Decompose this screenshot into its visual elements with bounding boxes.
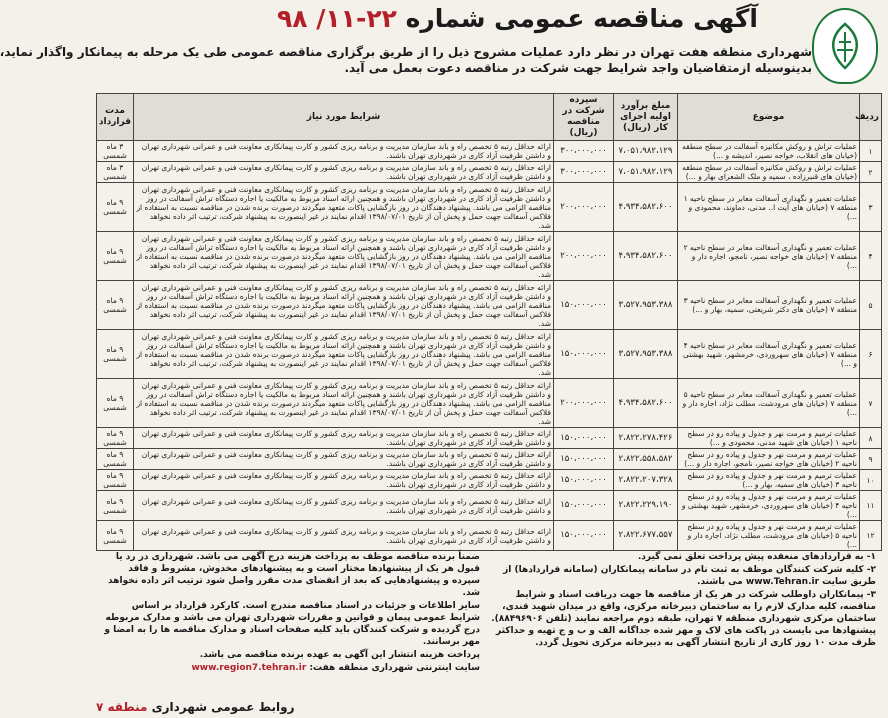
- amount-cell: [614, 521, 678, 551]
- duration-cell-text: ۹ ماه شمسی: [103, 198, 127, 216]
- public-relations-signature: [96, 700, 295, 714]
- deposit-cell-text: ۲۰۰،۰۰۰،۰۰۰: [560, 250, 607, 261]
- conditions-cell-text: ارائه حداقل رتبه ۵ تخصص راه و باند سازمان مدیریت و برنامه ریزی کشور و کارت پیمانکاری معاونت فنی و عمرانی شهرداری تهران و داشتن ظرفیت آزاد کاری در شهرداری تهران باشند.: [141, 142, 551, 160]
- deposit-cell: [554, 521, 614, 551]
- subject-cell: [678, 162, 860, 183]
- row-number-cell: [860, 183, 882, 232]
- header-amount: مبلغ برآورد اولیه اجرای کار (ریال): [614, 94, 678, 141]
- tender-table: [96, 93, 882, 551]
- subject-cell-text: عملیات ترمیم و مرمت نهر و جدول و پیاده رو در سطح ناحیه ۴ (خیابان های سهروردی، خرمشهر، شهید بهشتی و ...): [681, 492, 857, 519]
- amount-cell-text: ۴،۹۳۴،۵۸۲،۶۰۰: [618, 201, 673, 212]
- row-number-cell: [860, 491, 882, 521]
- table-row: [97, 428, 882, 449]
- signature-prefix: روابط عمومی شهرداری: [151, 700, 295, 714]
- intro-line-1: شهرداری منطقه هفت تهران در نظر دارد عملیات مشروح ذیل را از طریق برگزاری مناقصه عمومی طی یک مرحله به پیمانکار واگذار نماید،: [0, 45, 812, 59]
- subject-cell: [678, 470, 860, 491]
- amount-cell: [614, 183, 678, 232]
- row-number-cell: [860, 449, 882, 470]
- duration-cell: [97, 183, 134, 232]
- deposit-cell: [554, 470, 614, 491]
- duration-cell: [97, 330, 134, 379]
- notes-section: [100, 551, 876, 711]
- amount-cell: [614, 330, 678, 379]
- duration-cell: [97, 491, 134, 521]
- conditions-cell: [134, 521, 554, 551]
- table-row: [97, 232, 882, 281]
- duration-cell-text: ۹ ماه شمسی: [103, 496, 127, 515]
- deposit-cell: [554, 162, 614, 183]
- subject-cell: [678, 281, 860, 330]
- duration-cell: [97, 162, 134, 183]
- duration-cell: [97, 232, 134, 281]
- subject-cell-text: عملیات تعمیر و نگهداری آسفالت معابر در سطح ناحیه ۳ منطقه ۷ (خیابان های دکتر شریعتی، سمیه، بهار و ...): [683, 296, 857, 314]
- amount-cell-text: ۴،۹۳۴،۵۸۲،۶۰۰: [618, 397, 673, 408]
- row-number-cell: [860, 428, 882, 449]
- deposit-cell-text: ۱۵۰،۰۰۰،۰۰۰: [560, 474, 607, 485]
- subject-cell: [678, 232, 860, 281]
- deposit-cell-text: ۱۵۰،۰۰۰،۰۰۰: [560, 453, 607, 464]
- subject-cell-text: عملیات تعمیر و نگهداری آسفالت معابر در سطح ناحیه ۲ منطقه ۷ (خیابان های خواجه نصیر، نامجو، اجاره دار و ...): [683, 242, 857, 270]
- duration-cell: [97, 521, 134, 551]
- amount-cell-text: ۴،۹۳۴،۵۸۲،۶۰۰: [618, 250, 673, 261]
- table-row: [97, 521, 882, 551]
- duration-cell-text: ۹ ماه شمسی: [103, 345, 127, 363]
- row-number-cell-text: ۹: [868, 454, 873, 464]
- duration-cell-text: ۹ ماه شمسی: [103, 296, 127, 314]
- conditions-cell-text: ارائه حداقل رتبه ۵ تخصص راه و باند سازمان مدیریت و برنامه ریزی کشور و کارت پیمانکاری معاونت فنی و عمرانی شهرداری تهران و داشتن ظرفیت آزاد کاری در شهرداری تهران باشند و همچنین ارائه اسناد مربوط به مالکیت یا اجاره دستگاه تراش آسفالت در روز مناقصه الزامی می باشد. پیشنهاد دهندگان در روز بازگشایی پاکات متعهد میگردند درصورت برنده شدن در مناقصه نسبت به استفاده از فلاکس آسفالت جهت حمل و پخش آن از تاریخ ۱۳۹۸/۰۷/۰۱ اقدام نمایند در غیر اینصورت به پیشنهاد شرکت، ترتیب اثر داده نخواهد شد.: [136, 184, 551, 230]
- deposit-cell: [554, 232, 614, 281]
- row-number-cell-text: ۸: [868, 433, 873, 443]
- conditions-cell-text: ارائه حداقل رتبه ۵ تخصص راه و باند سازمان مدیریت و برنامه ریزی کشور و کارت پیمانکاری معاونت فنی و عمرانی شهرداری تهران و داشتن ظرفیت آزاد کاری در شهرداری تهران باشند.: [141, 526, 551, 545]
- deposit-cell: [554, 491, 614, 521]
- subject-cell-text: عملیات تراش و روکش مکانیزه آسفالت در سطح منطقه (خیابان های انقلاب، خواجه نصیر، اندیشه و ...): [682, 142, 857, 160]
- row-number-cell: [860, 330, 882, 379]
- deposit-cell-text: ۱۵۰،۰۰۰،۰۰۰: [560, 299, 607, 310]
- subject-cell-text: عملیات ترمیم و مرمت نهر و جدول و پیاده رو در سطح ناحیه ۳ (خیابان های سمیه، بهار و ...): [687, 471, 857, 489]
- deposit-cell-text: ۱۵۰،۰۰۰،۰۰۰: [560, 348, 607, 359]
- amount-cell-text: ۷،۰۵۱،۹۸۲،۱۲۹: [618, 166, 673, 177]
- header-duration: مدت قرارداد: [97, 94, 134, 141]
- site-label: سایت اینترنتی شهرداری منطقه هفت:: [309, 663, 480, 673]
- table-row: [97, 141, 882, 162]
- note-6: پرداخت هزینه انتشار این آگهی به عهده برنده مناقصه می باشد.: [199, 650, 480, 660]
- subject-cell: [678, 379, 860, 428]
- amount-cell-text: ۷،۰۵۱،۹۸۲،۱۲۹: [618, 145, 673, 156]
- header-deposit: سپرده شرکت در مناقصه (ریال): [554, 94, 614, 141]
- duration-cell: [97, 470, 134, 491]
- deposit-cell-text: ۳۰۰،۰۰۰،۰۰۰: [560, 166, 607, 177]
- title-number: ۲۲-۱۱/ ۹۸: [277, 4, 397, 33]
- deposit-cell: [554, 141, 614, 162]
- notes-right-column: [491, 551, 876, 650]
- subject-cell: [678, 141, 860, 162]
- duration-cell-text: ۹ ماه شمسی: [103, 394, 127, 412]
- duration-cell: [97, 428, 134, 449]
- deposit-cell-text: ۲۰۰،۰۰۰،۰۰۰: [560, 397, 607, 408]
- conditions-cell: [134, 162, 554, 183]
- deposit-cell-text: ۱۵۰،۰۰۰،۰۰۰: [560, 530, 607, 540]
- header-subject: موضوع: [678, 94, 860, 141]
- conditions-cell-text: ارائه حداقل رتبه ۵ تخصص راه و باند سازمان مدیریت و برنامه ریزی کشور و کارت پیمانکاری معاونت فنی و عمرانی شهرداری تهران و داشتن ظرفیت آزاد کاری در شهرداری تهران باشند.: [141, 496, 551, 515]
- note-1: ۱- به قراردادهای منعقده پیش پرداخت تعلق نمی گیرد.: [637, 552, 876, 562]
- conditions-cell-text: ارائه حداقل رتبه ۵ تخصص راه و باند سازمان مدیریت و برنامه ریزی کشور و کارت پیمانکاری معاونت فنی و عمرانی شهرداری تهران و داشتن ظرفیت آزاد کاری در شهرداری تهران باشند.: [141, 429, 551, 447]
- deposit-cell: [554, 183, 614, 232]
- conditions-cell: [134, 281, 554, 330]
- subject-cell-text: عملیات ترمیم و مرمت نهر و جدول و پیاده رو در سطح ناحیه ۲ (خیابان های خواجه نصیر، نامجو، اجاره دار و ...): [684, 450, 857, 468]
- signature-accent: منطقه ۷: [96, 700, 148, 714]
- duration-cell: [97, 379, 134, 428]
- amount-cell: [614, 162, 678, 183]
- deposit-cell-text: ۱۵۰،۰۰۰،۰۰۰: [560, 500, 607, 510]
- subject-cell-text: عملیات تعمیر و نگهداری آسفالت معابر در سطح ناحیه ۴ منطقه ۷ (خیابان های سهروردی، خرمشهر، شهید بهشتی و ...): [682, 340, 857, 368]
- subject-cell: [678, 428, 860, 449]
- conditions-cell: [134, 449, 554, 470]
- amount-cell-text: ۲،۸۲۲،۲۷۸،۴۲۶: [618, 432, 673, 443]
- amount-cell-text: ۲،۸۲۲،۶۷۷،۵۵۷: [618, 530, 673, 540]
- row-number-cell-text: ۱: [868, 146, 873, 156]
- intro-line-2: بدینوسیله ازمتقاضیان واجد شرایط جهت شرکت در مناقصه دعوت بعمل می آید.: [344, 61, 812, 75]
- site-line: [100, 662, 480, 674]
- duration-cell-text: ۹ ماه شمسی: [103, 247, 127, 265]
- table-row: [97, 162, 882, 183]
- row-number-cell-text: ۵: [868, 300, 873, 310]
- deposit-cell: [554, 330, 614, 379]
- conditions-cell: [134, 330, 554, 379]
- deposit-cell: [554, 428, 614, 449]
- row-number-cell: [860, 162, 882, 183]
- amount-cell-text: ۲،۸۲۲،۲۲۹،۱۹۰: [618, 500, 673, 510]
- subject-cell: [678, 330, 860, 379]
- deposit-cell: [554, 379, 614, 428]
- subject-cell: [678, 449, 860, 470]
- amount-cell: [614, 141, 678, 162]
- conditions-cell-text: ارائه حداقل رتبه ۵ تخصص راه و باند سازمان مدیریت و برنامه ریزی کشور و کارت پیمانکاری معاونت فنی و عمرانی شهرداری تهران و داشتن ظرفیت آزاد کاری در شهرداری تهران باشند و همچنین ارائه اسناد مربوط به مالکیت یا اجاره دستگاه تراش آسفالت در روز مناقصه الزامی می باشد. پیشنهاد دهندگان در روز بازگشایی پاکات متعهد میگردند درصورت برنده شدن در مناقصه نسبت به استفاده از فلاکس آسفالت جهت حمل و پخش آن از تاریخ ۱۳۹۸/۰۷/۰۱ اقدام نمایند در غیر اینصورت به پیشنهاد شرکت، ترتیب اثر داده نخواهد شد.: [136, 331, 551, 377]
- announcement-title: [278, 4, 758, 33]
- conditions-cell: [134, 379, 554, 428]
- duration-cell-text: ۳ ماه شمسی: [103, 142, 127, 160]
- row-number-cell: [860, 141, 882, 162]
- notes-left-column: [100, 551, 480, 675]
- row-number-cell-text: ۷: [868, 398, 873, 408]
- subject-cell-text: عملیات تراش و روکش مکانیزه آسفالت در سطح منطقه (خیابان های قنبرزاده ، سمیه و ملک الشعرای بهار و ...): [682, 163, 857, 181]
- row-number-cell-text: ۲: [868, 167, 873, 177]
- announcement-header: [0, 0, 888, 95]
- duration-cell-text: ۹ ماه شمسی: [103, 429, 127, 447]
- conditions-cell: [134, 428, 554, 449]
- conditions-cell-text: ارائه حداقل رتبه ۵ تخصص راه و باند سازمان مدیریت و برنامه ریزی کشور و کارت پیمانکاری معاونت فنی و عمرانی شهرداری تهران و داشتن ظرفیت آزاد کاری در شهرداری تهران باشند.: [141, 471, 551, 489]
- tehran-municipality-logo: [812, 8, 878, 84]
- table-row: [97, 449, 882, 470]
- subject-cell: [678, 183, 860, 232]
- table-row: [97, 183, 882, 232]
- conditions-cell-text: ارائه حداقل رتبه ۵ تخصص راه و باند سازمان مدیریت و برنامه ریزی کشور و کارت پیمانکاری معاونت فنی و عمرانی شهرداری تهران و داشتن ظرفیت آزاد کاری در شهرداری تهران باشند و همچنین ارائه اسناد مربوط به مالکیت یا اجاره دستگاه تراش آسفالت در روز مناقصه الزامی می باشد. پیشنهاد دهندگان در روز بازگشایی پاکات متعهد میگردند درصورت برنده شدن در مناقصه نسبت به استفاده از فلاکس آسفالت جهت حمل و پخش آن از تاریخ ۱۳۹۸/۰۷/۰۱ اقدام نمایند در غیر اینصورت به پیشنهاد شرکت، ترتیب اثر داده نخواهد شد.: [136, 233, 551, 279]
- conditions-cell: [134, 141, 554, 162]
- row-number-cell: [860, 470, 882, 491]
- amount-cell: [614, 428, 678, 449]
- table-row: [97, 330, 882, 379]
- duration-cell: [97, 141, 134, 162]
- row-number-cell-text: ۱۱: [866, 501, 875, 510]
- header-row-number: ردیف: [860, 94, 882, 141]
- conditions-cell: [134, 470, 554, 491]
- subject-cell-text: عملیات تعمیر و نگهداری آسفالت معابر در سطح ناحیه ۵ منطقه ۷ (خیابان های مرودشت، مطلب نژاد، اجاره دار و ...): [682, 389, 857, 417]
- conditions-cell: [134, 491, 554, 521]
- site-link[interactable]: www.region7.tehran.ir: [191, 663, 307, 673]
- amount-cell-text: ۳،۵۲۷،۹۵۳،۳۸۸: [618, 348, 673, 359]
- deposit-cell-text: ۳۰۰،۰۰۰،۰۰۰: [560, 145, 607, 156]
- row-number-cell-text: ۱۰: [866, 475, 875, 485]
- row-number-cell: [860, 521, 882, 551]
- duration-cell-text: ۹ ماه شمسی: [103, 450, 127, 468]
- amount-cell-text: ۳،۵۲۷،۹۵۳،۳۸۸: [618, 299, 673, 310]
- duration-cell-text: ۹ ماه شمسی: [103, 471, 127, 489]
- row-number-cell-text: ۳: [868, 202, 873, 212]
- subject-cell-text: عملیات تعمیر و نگهداری آسفالت معابر در سطح ناحیه ۱ منطقه ۷ (خیابان های آیت ا.. مدنی، دماوند، محمودی و ...): [683, 193, 857, 221]
- row-number-cell: [860, 281, 882, 330]
- note-4: ضمناً برنده مناقصه موظف به پرداخت هزینه درج آگهی می باشد. شهرداری در رد یا قبول هر یک از پیشنهادها مختار است و به پیشنهادهای مخدوش، مشروط و فاقد سپرده و پیشنهادهایی که بعد از انقضای مدت مقرر واصل شود ترتیب اثر داده نخواهد شد.: [108, 552, 480, 598]
- row-number-cell-text: ۶: [868, 349, 873, 359]
- row-number-cell: [860, 379, 882, 428]
- deposit-cell: [554, 281, 614, 330]
- subject-cell: [678, 491, 860, 521]
- table-row: [97, 491, 882, 521]
- conditions-cell-text: ارائه حداقل رتبه ۵ تخصص راه و باند سازمان مدیریت و برنامه ریزی کشور و کارت پیمانکاری معاونت فنی و عمرانی شهرداری تهران و داشتن ظرفیت آزاد کاری در شهرداری تهران باشند و همچنین ارائه اسناد مربوط به مالکیت یا اجاره دستگاه تراش آسفالت در روز مناقصه الزامی می باشد. پیشنهاد دهندگان در روز بازگشایی پاکات متعهد میگردند درصورت برنده شدن در مناقصه نسبت به استفاده از فلاکس آسفالت جهت حمل و پخش آن از تاریخ ۱۳۹۸/۰۷/۰۱ اقدام نمایند در غیر اینصورت به پیشنهاد شرکت، ترتیب اثر داده نخواهد شد.: [136, 380, 551, 426]
- note-2: ۲- کلیه شرکت کنندگان موظف به ثبت نام در سامانه پیمانکاران (سامانه قراردادها) از طریق سایت www.Tehran.ir می باشند.: [503, 565, 876, 587]
- subject-cell-text: عملیات ترمیم و مرمت نهر و جدول و پیاده رو در سطح ناحیه ۵ (خیابان های مرودشت، مطلب نژاد، اجاره دار و ...): [687, 522, 857, 549]
- amount-cell: [614, 470, 678, 491]
- conditions-cell-text: ارائه حداقل رتبه ۵ تخصص راه و باند سازمان مدیریت و برنامه ریزی کشور و کارت پیمانکاری معاونت فنی و عمرانی شهرداری تهران و داشتن ظرفیت آزاد کاری در شهرداری تهران باشند.: [141, 450, 551, 468]
- table-row: [97, 281, 882, 330]
- amount-cell: [614, 379, 678, 428]
- table-header-row: [97, 94, 882, 141]
- duration-cell-text: ۳ ماه شمسی: [103, 163, 127, 181]
- duration-cell: [97, 449, 134, 470]
- deposit-cell: [554, 449, 614, 470]
- row-number-cell-text: ۴: [868, 251, 873, 261]
- title-prefix: آگهی مناقصه عمومی شماره: [405, 4, 758, 33]
- deposit-cell-text: ۱۵۰،۰۰۰،۰۰۰: [560, 432, 607, 443]
- amount-cell: [614, 449, 678, 470]
- amount-cell-text: ۲،۸۲۲،۲۰۷،۳۲۸: [618, 474, 673, 485]
- subject-cell: [678, 521, 860, 551]
- note-5: سایر اطلاعات و جزئیات در اسناد مناقصه مندرج است. کارکرد قرارداد بر اساس شرایط عمومی پیمان و قوانین و مقررات شهرداری تهران می باشد و مدارک مربوطه درج گردیده و شرکت کنندگان باید کلیه صفحات اسناد و مدارک مناقصه ها را به امضا و مهر برسانند.: [104, 601, 480, 647]
- conditions-cell: [134, 232, 554, 281]
- duration-cell-text: ۹ ماه شمسی: [103, 526, 127, 545]
- note-3: ۳- پیمانکاران داوطلب شرکت در هر یک از مناقصه ها جهت دریافت اسناد و شرایط مناقصه، کلیه مدارک لازم را به ساختمان دبیرخانه مرکزی، واقع در میدان شهید قندی، ساختمان مرکزی شهرداری منطقه ۷ تهران، طبقه دوم مراجعه نمایند (تلفن ۸۸۴۹۶۹۰۶). پیشنهادها می بایست در پاکت های لاک و مهر شده جداگانه الف و ب و ج تهیه و حداکثر ظرف مدت ۱۰ روز کاری از تاریخ انتشار آگهی به دبیرخانه مرکزی تحویل گردد.: [491, 590, 876, 648]
- amount-cell: [614, 491, 678, 521]
- duration-cell: [97, 281, 134, 330]
- conditions-cell: [134, 183, 554, 232]
- amount-cell: [614, 281, 678, 330]
- table-row: [97, 470, 882, 491]
- amount-cell: [614, 232, 678, 281]
- table-row: [97, 379, 882, 428]
- row-number-cell: [860, 232, 882, 281]
- conditions-cell-text: ارائه حداقل رتبه ۵ تخصص راه و باند سازمان مدیریت و برنامه ریزی کشور و کارت پیمانکاری معاونت فنی و عمرانی شهرداری تهران و داشتن ظرفیت آزاد کاری در شهرداری تهران باشند و همچنین ارائه اسناد مربوط به مالکیت یا اجاره دستگاه تراش آسفالت در روز مناقصه الزامی می باشد. پیشنهاد دهندگان در روز بازگشایی پاکات متعهد میگردند درصورت برنده شدن در مناقصه نسبت به استفاده از فلاکس آسفالت جهت حمل و پخش آن از تاریخ ۱۳۹۸/۰۷/۰۱ اقدام نمایند در غیر اینصورت به پیشنهاد شرکت، ترتیب اثر داده نخواهد شد.: [136, 282, 551, 328]
- amount-cell-text: ۲،۸۲۲،۵۵۸،۵۸۲: [618, 453, 673, 464]
- deposit-cell-text: ۲۰۰،۰۰۰،۰۰۰: [560, 201, 607, 212]
- conditions-cell-text: ارائه حداقل رتبه ۵ تخصص راه و باند سازمان مدیریت و برنامه ریزی کشور و کارت پیمانکاری معاونت فنی و عمرانی شهرداری تهران و داشتن ظرفیت آزاد کاری در شهرداری تهران باشند.: [141, 163, 551, 181]
- subject-cell-text: عملیات ترمیم و مرمت نهر و جدول و پیاده رو در سطح ناحیه ۱ (خیابان های شهید مدنی، محمودی و ...): [687, 429, 857, 447]
- header-conditions: شرایط مورد نیاز: [134, 94, 554, 141]
- row-number-cell-text: ۱۲: [866, 531, 875, 540]
- announcement-intro: [0, 44, 812, 76]
